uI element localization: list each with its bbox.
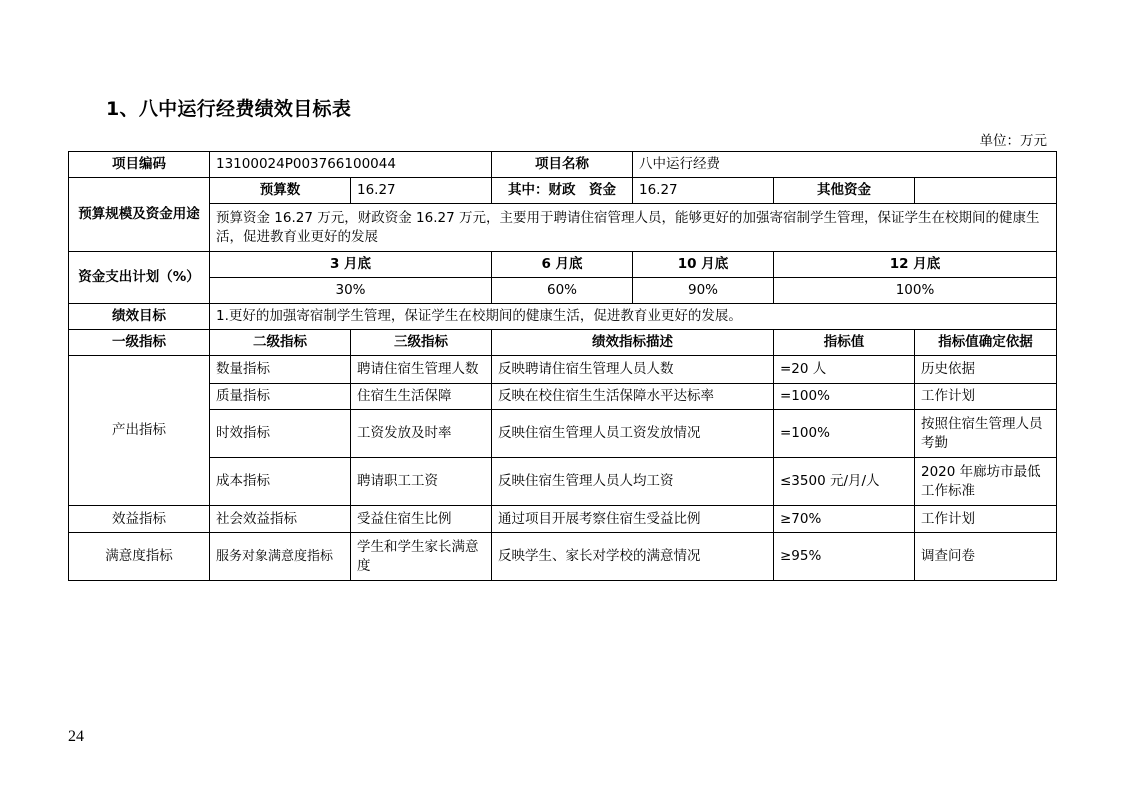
level2-cell: 社会效益指标 [210,506,351,533]
goal-label: 绩效目标 [69,304,210,330]
plan-header-q4: 12 月底 [774,252,1057,278]
header-description: 绩效指标描述 [492,330,774,356]
level3-cell: 聘请住宿生管理人数 [351,356,492,384]
level1-benefit: 效益指标 [69,506,210,533]
level1-satisfaction: 满意度指标 [69,533,210,581]
basis-cell: 按照住宿生管理人员考勤 [915,410,1057,458]
plan-value-q3: 90% [633,278,774,304]
performance-target-table [68,151,1057,581]
budget-description-row [69,204,1057,252]
description-cell: 反映学生、家长对学校的满意情况 [492,533,774,581]
description-cell: 反映住宿生管理人员人均工资 [492,458,774,506]
table-row [69,384,1057,410]
level2-cell: 数量指标 [210,356,351,384]
budget-value: 16.27 [351,178,492,204]
budget-label: 预算数 [210,178,351,204]
goal-row [69,304,1057,330]
table-row [69,458,1057,506]
description-cell: 反映聘请住宿生管理人员人数 [492,356,774,384]
plan-value-q2: 60% [492,278,633,304]
header-level1: 一级指标 [69,330,210,356]
plan-header-q3: 10 月底 [633,252,774,278]
other-fund-label: 其他资金 [774,178,915,204]
value-cell: =20 人 [774,356,915,384]
level2-cell: 时效指标 [210,410,351,458]
header-level2: 二级指标 [210,330,351,356]
plan-value-q4: 100% [774,278,1057,304]
header-level3: 三级指标 [351,330,492,356]
basis-cell: 工作计划 [915,506,1057,533]
table-row [69,410,1057,458]
plan-label: 资金支出计划（%） [69,252,210,304]
level2-cell: 服务对象满意度指标 [210,533,351,581]
project-name-label: 项目名称 [492,152,633,178]
basis-cell: 历史依据 [915,356,1057,384]
level2-cell: 成本指标 [210,458,351,506]
table-row [69,356,1057,384]
fiscal-fund-label: 其中：财政 资金 [492,178,633,204]
plan-header-q2: 6 月底 [492,252,633,278]
description-cell: 反映住宿生管理人员工资发放情况 [492,410,774,458]
plan-header-row [69,252,1057,278]
budget-description: 预算资金 16.27 万元，财政资金 16.27 万元，主要用于聘请住宿管理人员，能够更好的加强寄宿制学生管理，保证学生在校期间的健康生活，促进教育业更好的发展 [210,204,1057,252]
value-cell: ≥95% [774,533,915,581]
value-cell: =100% [774,410,915,458]
level1-output: 产出指标 [69,356,210,506]
unit-label: 单位：万元 [979,133,1047,149]
basis-cell: 2020 年廊坊市最低工作标准 [915,458,1057,506]
project-code-label: 项目编码 [69,152,210,178]
basis-cell: 调查问卷 [915,533,1057,581]
value-cell: =100% [774,384,915,410]
project-name: 八中运行经费 [633,152,1057,178]
fiscal-fund-value: 16.27 [633,178,774,204]
budget-section-label: 预算规模及资金用途 [69,178,210,252]
header-value: 指标值 [774,330,915,356]
page-title: 1、八中运行经费绩效目标表 [106,98,352,120]
level3-cell: 学生和学生家长满意度 [351,533,492,581]
value-cell: ≥70% [774,506,915,533]
basis-cell: 工作计划 [915,384,1057,410]
level3-cell: 住宿生生活保障 [351,384,492,410]
goal-text: 1.更好的加强寄宿制学生管理，保证学生在校期间的健康生活，促进教育业更好的发展。 [210,304,1057,330]
plan-value-row [69,278,1057,304]
level3-cell: 受益住宿生比例 [351,506,492,533]
table-row [69,533,1057,581]
description-cell: 反映在校住宿生生活保障水平达标率 [492,384,774,410]
budget-amount-row [69,178,1057,204]
description-cell: 通过项目开展考察住宿生受益比例 [492,506,774,533]
project-code: 13100024P003766100044 [210,152,492,178]
level2-cell: 质量指标 [210,384,351,410]
value-cell: ≤3500 元/月/人 [774,458,915,506]
project-row [69,152,1057,178]
table-row [69,506,1057,533]
plan-header-q1: 3 月底 [210,252,492,278]
level3-cell: 聘请职工工资 [351,458,492,506]
indicator-header-row [69,330,1057,356]
plan-value-q1: 30% [210,278,492,304]
other-fund-value [915,178,1057,204]
page-number: 24 [68,728,84,745]
level3-cell: 工资发放及时率 [351,410,492,458]
header-basis: 指标值确定依据 [915,330,1057,356]
